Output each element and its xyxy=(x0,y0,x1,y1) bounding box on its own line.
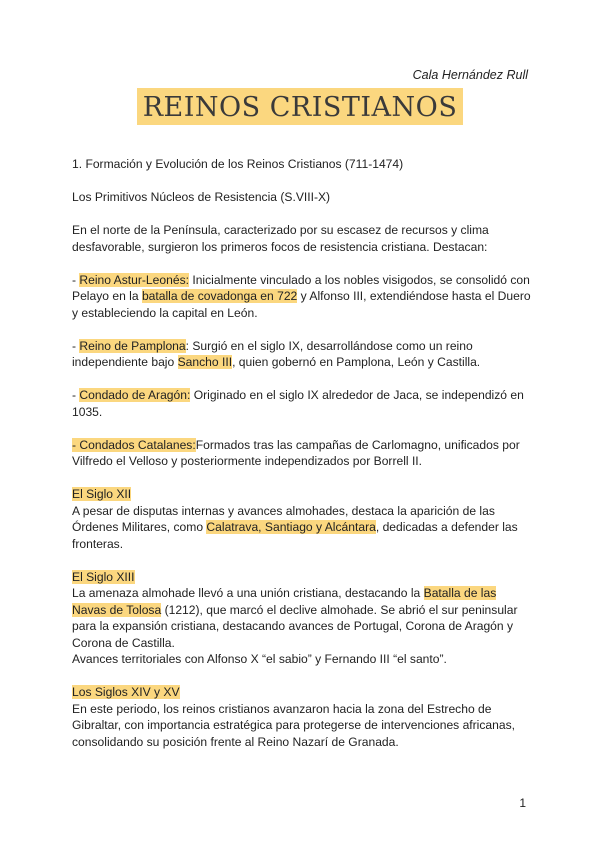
highlight-aragon: Condado de Aragón: xyxy=(79,388,191,402)
text: Originado en el siglo IX alrededor de Jaca, se independizó en 1035. xyxy=(72,388,524,419)
highlight-sancho: Sancho III xyxy=(177,355,233,369)
heading-siglo-xii xyxy=(72,486,532,503)
subsection-heading: Los Primitivos Núcleos de Resistencia (S.VIII-X) xyxy=(72,190,331,204)
document-body xyxy=(72,156,532,750)
text: , quien gobernó en Pamplona, León y Castilla. xyxy=(232,355,481,369)
page-title: REINOS CRISTIANOS xyxy=(137,88,464,125)
highlight-astur: Reino Astur-Leonés: xyxy=(79,272,189,287)
text: A pesar de disputas internas y avances almohades, destaca la aparición de las Órdenes Militares, como xyxy=(72,503,495,534)
paragraph-astur xyxy=(72,272,532,322)
highlight-pamplona: Reino de Pamplona xyxy=(79,338,186,353)
heading-text: Los Siglos XIV y XV xyxy=(72,685,180,699)
bullet: - xyxy=(72,437,80,452)
paragraph-siglo-xiii xyxy=(72,585,532,651)
heading-siglo-xiii xyxy=(72,569,532,586)
paragraph-siglo-xii xyxy=(72,503,532,553)
text: Inicialmente vinculado a los nobles visigodos, se consolidó con Pelayo en la xyxy=(72,272,530,303)
text: (1212), que marcó el declive almohade. Se abrió el sur peninsular para la expansión cristiana, destacando avances de Portugal, Corona de Aragón y Corona de Castilla. xyxy=(72,602,518,650)
paragraph-siglos-xiv-xv: En este periodo, los reinos cristianos avanzaron hacia la zona del Estrecho de Gibraltar, con importancia estratégica para protegerse de intervenciones africanas, consolidando su posición frente al Reino Nazarí de Granada. xyxy=(72,701,516,749)
paragraph-catalanes xyxy=(72,437,532,470)
highlight-catalanes: Condados Catalanes: xyxy=(79,437,196,452)
highlight-covadonga: batalla de covadonga en 722 xyxy=(141,289,298,303)
author-name: Cala Hernández Rull xyxy=(412,68,528,82)
text: , dedicadas a defender las fronteras. xyxy=(72,520,518,551)
bullet: - xyxy=(72,338,80,353)
highlight-navas: Batalla de las Navas de Tolosa xyxy=(72,586,497,617)
heading-text: El Siglo XII xyxy=(72,487,132,501)
paragraph-aragon xyxy=(72,387,532,420)
paragraph-pamplona xyxy=(72,338,532,371)
heading-siglos-xiv-xv xyxy=(72,684,532,701)
text: : Surgió en el siglo IX, desarrollándose como un reino independiente bajo xyxy=(72,338,473,369)
page-number: 1 xyxy=(519,796,526,810)
text: Formados tras las campañas de Carlomagno, unificados por Vilfredo el Velloso y posteriormente independizados por Borrell II. xyxy=(72,437,520,468)
title-wrap xyxy=(0,88,600,125)
heading-text: El Siglo XIII xyxy=(72,569,135,584)
text: La amenaza almohade llevó a una unión cristiana, destacando la xyxy=(72,586,424,600)
bullet: - xyxy=(72,388,80,402)
paragraph-avances: Avances territoriales con Alfonso X “el sabio” y Fernando III “el santo”. xyxy=(72,652,447,666)
text: y Alfonso III, extendiéndose hasta el Duero y estableciendo la capital en León. xyxy=(72,289,531,320)
bullet: - xyxy=(72,272,80,287)
intro-paragraph: En el norte de la Península, caracterizado por su escasez de recursos y clima desfavorable, surgieron los primeros focos de resistencia cristiana. Destacan: xyxy=(72,223,489,254)
highlight-orders: Calatrava, Santiago y Alcántara xyxy=(206,520,376,534)
section-heading: 1. Formación y Evolución de los Reinos Cristianos (711-1474) xyxy=(72,157,404,171)
